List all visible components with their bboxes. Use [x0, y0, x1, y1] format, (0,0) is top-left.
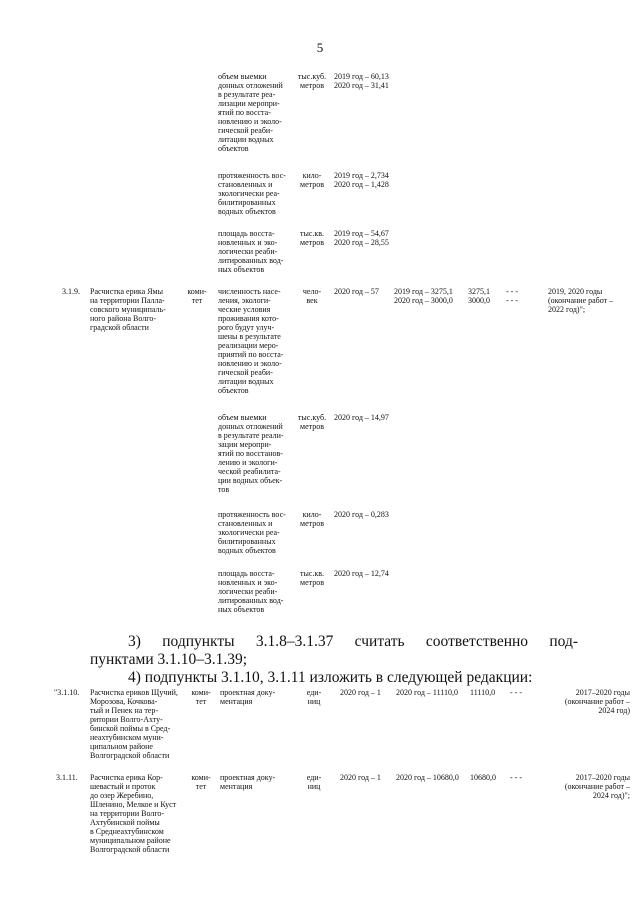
unit-units: еди- ниц [306, 773, 322, 791]
indicator-dredging-volume: объем выемки донных отложений в результате реа- лизации меропри- ятий по восста- новлению и эколо- гической реаби- литации водных объектов [218, 72, 283, 153]
unit-people: чело- век [302, 287, 322, 305]
financing-total: 3275,1 3000,0 [468, 287, 490, 305]
financing-by-year: 2020 год – 10680,0 [396, 773, 459, 782]
financing-by-year: 2020 год – 11110,0 [396, 688, 459, 697]
financing-by-year: 2019 год – 3275,1 2020 год – 3000,0 [394, 287, 453, 305]
row-number: 3.1.9. [62, 287, 80, 296]
indicator-value: 2020 год – 0,283 [334, 510, 389, 519]
unit-thousand-cubic-meters: тыс.куб. метров [297, 413, 327, 431]
measure-name: Расчистка ериков Щучий, Морозова, Кочкова- тый и Пенек на тер- ритории Волго-Ахту- бинской поймы в Сред- неахтубинском муни- ципальном районе Волгоградской области [90, 688, 178, 760]
indicator-dredging-volume: объем выемки донных отложений в результате реали- зации меропри- ятий по восстанов- лению и экологи- ческой реабилита- ции водных объек- тов [218, 413, 284, 494]
indicator-population: численность насе- ления, экологи- ческие условия проживания кото- рого будут улуч- шены в результате реализации меро- приятий по восста- новлению и эколо- гической реаби- литации водных объектов [218, 287, 284, 395]
indicator-length: протяженность вос- становленных и экологически реа- билитированных водных объектов [218, 171, 286, 216]
indicator-value: 2020 год – 12,74 [334, 569, 389, 578]
completion-term: 2017–2020 годы (окончание работ – 2024 год)"; [564, 773, 630, 800]
paragraph-3-line-1: 3) подпункты 3.1.8–3.1.37 считать соответственно под- [128, 633, 578, 650]
unit-thousand-cubic-meters: тыс.куб. метров [297, 72, 327, 90]
indicator-area: площадь восста- новленных и эко- логически реаби- литированных вод- ных объектов [218, 229, 284, 274]
completion-term: 2017–2020 годы (окончание работ – 2024 год) [564, 688, 630, 715]
page-number: 5 [316, 40, 324, 55]
measure-name: Расчистка ерика Кор- шевастый и проток до озер Жеребино, Шленино, Мелкое и Куст на территории Волго- Ахтубинской поймы в Среднеахтубинском муниципальном районе Волгоградской области [90, 773, 177, 854]
paragraph-4: 4) подпункты 3.1.10, 3.1.11 изложить в следующей редакции: [128, 669, 533, 686]
unit-units: еди- ниц [306, 688, 322, 706]
executor: коми- тет [191, 688, 211, 706]
unit-kilometers: кило- метров [300, 510, 324, 528]
indicator-value: 2020 год – 1 [340, 688, 381, 697]
indicator-design-documentation: проектная доку- ментация [220, 773, 276, 791]
row-number: 3.1.11. [56, 773, 78, 782]
empty-cells: - - - [506, 287, 518, 296]
unit-thousand-square-meters: тыс.кв. метров [299, 229, 325, 247]
financing-total: 10680,0 [470, 773, 496, 782]
indicator-values: 2019 год – 2,734 2020 год – 1,428 [334, 171, 389, 189]
empty-cells: - - - [506, 296, 518, 305]
indicator-area: площадь восста- новленных и эко- логически реаби- литированных вод- ных объектов [218, 569, 284, 614]
indicator-design-documentation: проектная доку- ментация [220, 688, 276, 706]
indicator-value: 2020 год – 14,97 [334, 413, 389, 422]
empty-cells: - - - [510, 773, 522, 782]
paragraph-3-line-2: пунктами 3.1.10–3.1.39; [90, 651, 248, 668]
unit-kilometers: кило- метров [300, 171, 324, 189]
completion-term: 2019, 2020 годы (окончание работ – 2022 год)"; [548, 287, 614, 314]
row-number: "3.1.10. [54, 688, 80, 697]
indicator-values: 2019 год – 60,13 2020 год – 31,41 [334, 72, 389, 90]
executor: коми- тет [187, 287, 207, 305]
executor: коми- тет [191, 773, 211, 791]
indicator-value: 2020 год – 57 [334, 287, 379, 296]
indicator-value: 2020 год – 1 [340, 773, 381, 782]
financing-total: 11110,0 [470, 688, 496, 697]
empty-cells: - - - [510, 688, 522, 697]
unit-thousand-square-meters: тыс.кв. метров [299, 569, 325, 587]
indicator-values: 2019 год – 54,67 2020 год – 28,55 [334, 229, 389, 247]
measure-name: Расчистка ерика Ямы на территории Палла- совского муниципаль- ного района Волго- градской области [90, 287, 166, 332]
indicator-length: протяженность вос- становленных и экологически реа- билитированных водных объектов [218, 510, 286, 555]
